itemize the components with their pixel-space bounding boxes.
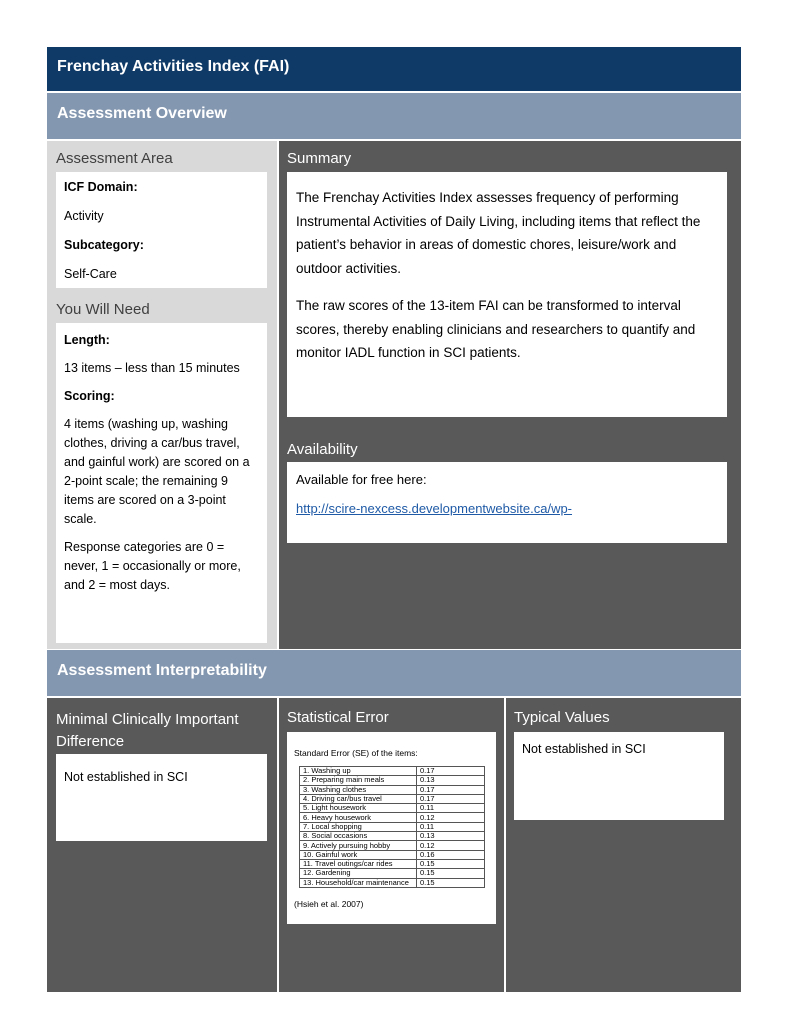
you-will-need-label: You Will Need [56,301,150,318]
subcategory-value: Self-Care [64,267,117,281]
summary-box [287,172,727,417]
se-item-value: 0.13 [417,832,485,841]
assessment-area-box [56,172,267,288]
se-item-value: 0.11 [417,804,485,813]
response-categories-text: Response categories are 0 = never, 1 = occasionally or more, and 2 = most days. [64,540,241,592]
assessment-interpretability-header: Assessment Interpretability [47,650,741,696]
typical-values-column [506,698,741,992]
se-table-row [300,785,485,794]
availability-text: Available for free here: [296,472,427,487]
se-item-value: 0.15 [417,859,485,868]
length-heading: Length: [64,333,110,347]
se-item-value: 0.12 [417,841,485,850]
summary-label: Summary [287,150,352,167]
se-table-row [300,832,485,841]
se-item-name: 12. Gardening [300,869,417,878]
se-item-name: 2. Preparing main meals [300,776,417,785]
typical-values-label: Typical Values [514,709,610,726]
se-table-row [300,869,485,878]
se-table [299,766,485,888]
se-table-row [300,841,485,850]
se-item-value: 0.11 [417,822,485,831]
se-table-row [300,794,485,803]
se-table-row [300,813,485,822]
se-item-value: 0.17 [417,785,485,794]
se-table-row [300,822,485,831]
length-value: 13 items – less than 15 minutes [64,361,240,375]
se-table-row [300,878,485,887]
se-table-row [300,850,485,859]
availability-box [287,462,727,543]
scoring-heading: Scoring: [64,389,115,403]
typical-values-value: Not established in SCI [522,742,646,756]
se-item-name: 3. Washing clothes [300,785,417,794]
se-table-row [300,776,485,785]
summary-paragraph-1: The Frenchay Activities Index assesses frequency of performing Instrumental Activities of Daily Living, including items that reflect the patient’s behavior in areas of domestic chores, leisure/work and outdoor activities. [296,190,701,276]
overview-right-column [279,141,741,649]
se-item-name: 4. Driving car/bus travel [300,794,417,803]
se-item-name: 6. Heavy housework [300,813,417,822]
mcid-value: Not established in SCI [64,770,188,784]
typical-values-box [514,732,724,820]
statistical-error-box [287,732,496,924]
se-item-value: 0.15 [417,878,485,887]
se-item-name: 7. Local shopping [300,822,417,831]
se-item-value: 0.12 [417,813,485,822]
se-item-name: 1. Washing up [300,767,417,776]
se-item-value: 0.16 [417,850,485,859]
se-item-name: 10. Gainful work [300,850,417,859]
se-item-name: 9. Actively pursuing hobby [300,841,417,850]
se-caption: Standard Error (SE) of the items: [294,748,418,758]
se-item-value: 0.15 [417,869,485,878]
se-item-name: 8. Social occasions [300,832,417,841]
se-table-row [300,767,485,776]
icf-domain-value: Activity [64,209,104,223]
mcid-label-line-1: Minimal Clinically Important [56,711,239,728]
se-table-row [300,859,485,868]
se-table-row [300,804,485,813]
document-title: Frenchay Activities Index (FAI) [47,47,741,91]
mcid-column [47,698,277,992]
mcid-box [56,754,267,841]
scoring-text: 4 items (washing up, washing clothes, driving a car/bus travel, and gainful work) are scored on a 2-point scale; the remaining 9 items are scored on a 3-point scale. [64,417,250,526]
se-item-value: 0.13 [417,776,485,785]
statistical-error-label: Statistical Error [287,709,389,726]
se-item-name: 13. Household/car maintenance [300,878,417,887]
icf-domain-heading: ICF Domain: [64,180,138,194]
se-item-value: 0.17 [417,794,485,803]
you-will-need-box [56,323,267,643]
statistical-error-column [279,698,504,992]
summary-paragraph-2: The raw scores of the 13-item FAI can be transformed to interval scores, thereby enabling clinicians and researchers to quantify and monitor IADL function in SCI patients. [296,298,696,360]
subcategory-heading: Subcategory: [64,238,144,252]
availability-label: Availability [287,441,358,458]
mcid-label-line-2: Difference [56,733,125,750]
se-item-value: 0.17 [417,767,485,776]
availability-link[interactable]: http://scire-nexcess.developmentwebsite.ca/wp- [296,501,573,516]
se-citation: (Hsieh et al. 2007) [294,899,364,909]
se-item-name: 5. Light housework [300,804,417,813]
se-item-name: 11. Travel outings/car rides [300,859,417,868]
assessment-area-label: Assessment Area [56,150,173,167]
mcid-label [56,709,239,753]
assessment-overview-header: Assessment Overview [47,93,741,139]
overview-left-column [47,141,277,649]
